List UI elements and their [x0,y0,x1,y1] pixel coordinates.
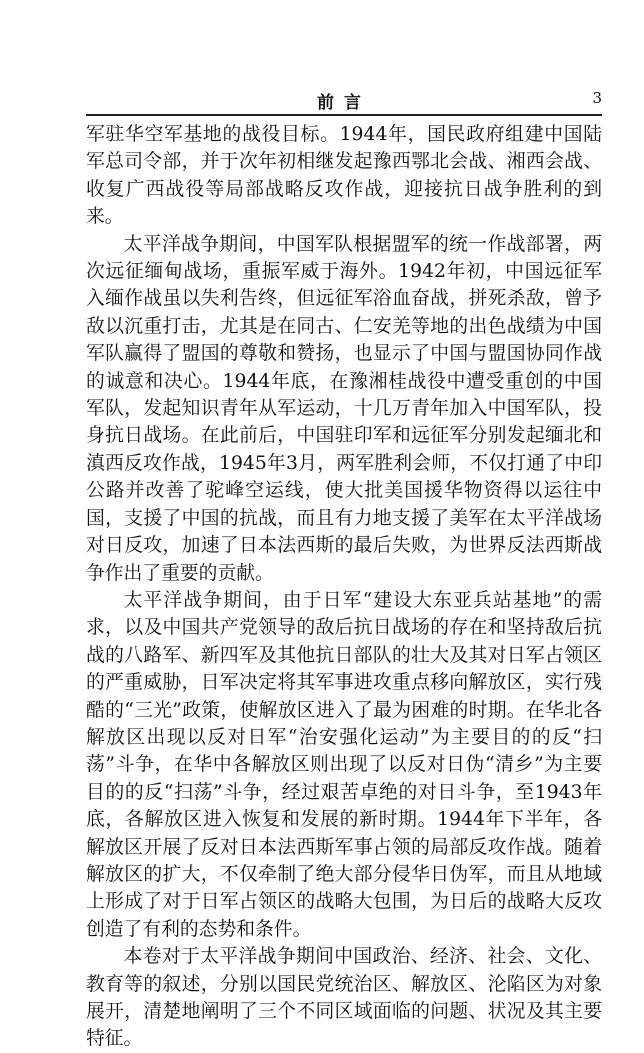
paragraph-continued: 军驻华空军基地的战役目标。1944年，国民政府组建中国陆军总司令部，并于次年初相继发起豫西鄂北会战、湘西会战、收复广西战役等局部战略反攻作战，迎接抗日战争胜利的到来。 [86,124,602,228]
running-title: 前言 [317,93,371,113]
paragraph-burma-campaign: 太平洋战争期间，中国军队根据盟军的统一作战部署，两次远征缅甸战场，重振军威于海外。1942年初，中国远征军入缅作战虽以失利告终，但远征军浴血奋战，拼死杀敌，曾予敌以沉重打击，尤其是在同古、仁安羌等地的出色战绩为中国军队赢得了盟国的尊敬和赞扬，也显示了中国与盟国协同作战的诚意和决心。1944年底，在豫湘桂战役中遭受重创的中国军队，发起知识青年从军运动，十几万青年加入中国军队，投身抗日战场。在此前后，中国驻印军和远征军分别发起缅北和滇西反攻作战，1945年3月，两军胜利会师，不仅打通了中印公路并改善了驼峰空运线，使大批美国援华物资得以运往中国，支援了中国的抗战，而且有力地支援了美军在太平洋战场对日反攻，加速了日本法西斯的最后失败，为世界反法西斯战争作出了重要的贡献。 [86,233,602,584]
paragraph-liberated-areas: 太平洋战争期间，由于日军“建设大东亚兵站基地”的需求，以及中国共产党领导的敌后抗日战场的存在和坚持敌后抗战的八路军、新四军及其他抗日部队的壮大及其对日军占领区的严重威胁，日军决定将其军事进攻重点移向解放区，实行残酷的“三光”政策，使解放区进入了最为困难的时期。在华北各解放区出现以反对日军“治安强化运动”为主要目的的反“扫荡”斗争，在华中各解放区则出现了以反对日伪“清乡”为主要目的的反“扫荡”斗争，经过艰苦卓绝的对日斗争，至1943年底，各解放区进入恢复和发展的新时期。1944年下半年，各解放区开展了反对日本法西斯军事占领的局部反攻作战。随着解放区的扩大，不仅牵制了绝大部分侵华日伪军，而且从地域上形成了对于日军占领区的战略大包围，为日后的战略大反攻创造了有利的态势和条件。 [86,589,602,940]
page-header [86,88,602,112]
body-text [86,121,602,1053]
paragraph-volume-scope: 本卷对于太平洋战争期间中国政治、经济、社会、文化、教育等的叙述，分别以国民党统治区、解放区、沦陷区为对象展开，清楚地阐明了三个不同区域面临的问题、状况及其主要特征。 [86,946,602,1050]
page-number: 3 [592,89,602,107]
header-rule [86,114,602,116]
